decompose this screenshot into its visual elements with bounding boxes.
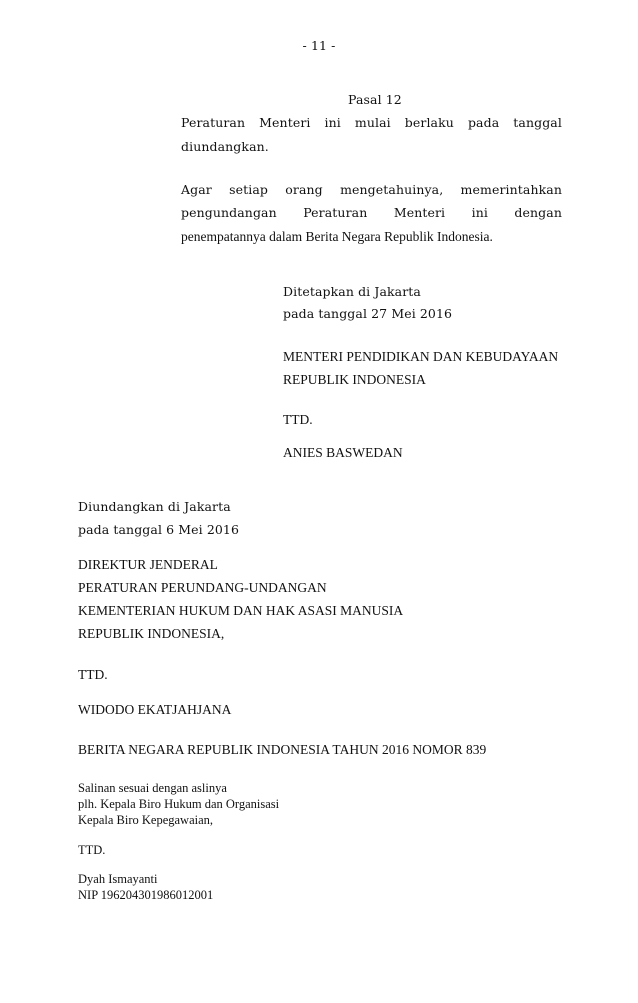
minister-name: ANIES BASWEDAN [283,445,403,460]
word: Peraturan [181,115,246,130]
enacted-place: Ditetapkan di Jakarta [283,284,421,299]
copy-certification-line-2: plh. Kepala Biro Hukum dan Organisasi [78,797,280,811]
copy-certification-line-3: Kepala Biro Kepegawaian, [78,813,214,827]
word: Menteri [259,115,311,130]
minister-signature-mark: TTD. [283,412,313,427]
copy-signature-mark: TTD. [78,843,106,857]
word: Agar [181,182,212,197]
enacted-date: pada tanggal 27 Mei 2016 [283,306,453,321]
director-name: WIDODO EKATJAHJANA [78,702,232,717]
word: ini [471,205,488,220]
word: tanggal [513,115,562,130]
director-title-line-4: REPUBLIK INDONESIA, [78,626,225,641]
word: pada [467,115,500,130]
paragraph-2-line-2 [181,205,562,220]
article-heading: Pasal 12 [348,92,402,107]
word: Peraturan [303,205,368,220]
word: pengundangan [181,205,277,220]
word: mengetahuinya, [340,182,444,197]
word: Menteri [393,205,446,220]
copy-signer-nip: NIP 196204301986012001 [78,888,214,902]
word: berlaku [404,115,454,130]
paragraph-2-line-1 [181,182,562,197]
word: orang [285,182,323,197]
promulgated-place: Diundangkan di Jakarta [78,499,231,514]
director-title-line-2: PERATURAN PERUNDANG-UNDANGAN [78,580,327,595]
director-title-line-1: DIREKTUR JENDERAL [78,557,218,572]
minister-title-line-1: MENTERI PENDIDIKAN DAN KEBUDAYAAN [283,349,559,364]
director-signature-mark: TTD. [78,667,108,682]
paragraph-2-line-3: penempatannya dalam Berita Negara Republik Indonesia. [181,229,493,244]
paragraph-1-line-2: diundangkan. [181,139,269,154]
word: setiap [229,182,269,197]
state-gazette-reference: BERITA NEGARA REPUBLIK INDONESIA TAHUN 2016 NOMOR 839 [78,742,487,757]
word: dengan [514,205,562,220]
page-number: - 11 - [302,38,336,53]
director-title-line-3: KEMENTERIAN HUKUM DAN HAK ASASI MANUSIA [78,603,404,618]
minister-title-line-2: REPUBLIK INDONESIA [283,372,426,387]
word: ini [324,115,341,130]
paragraph-1-line-1 [181,115,562,130]
copy-signer-name: Dyah Ismayanti [78,872,158,886]
word: mulai [354,115,391,130]
promulgated-date: pada tanggal 6 Mei 2016 [78,522,240,537]
word: memerintahkan [460,182,562,197]
copy-certification-line-1: Salinan sesuai dengan aslinya [78,781,227,795]
